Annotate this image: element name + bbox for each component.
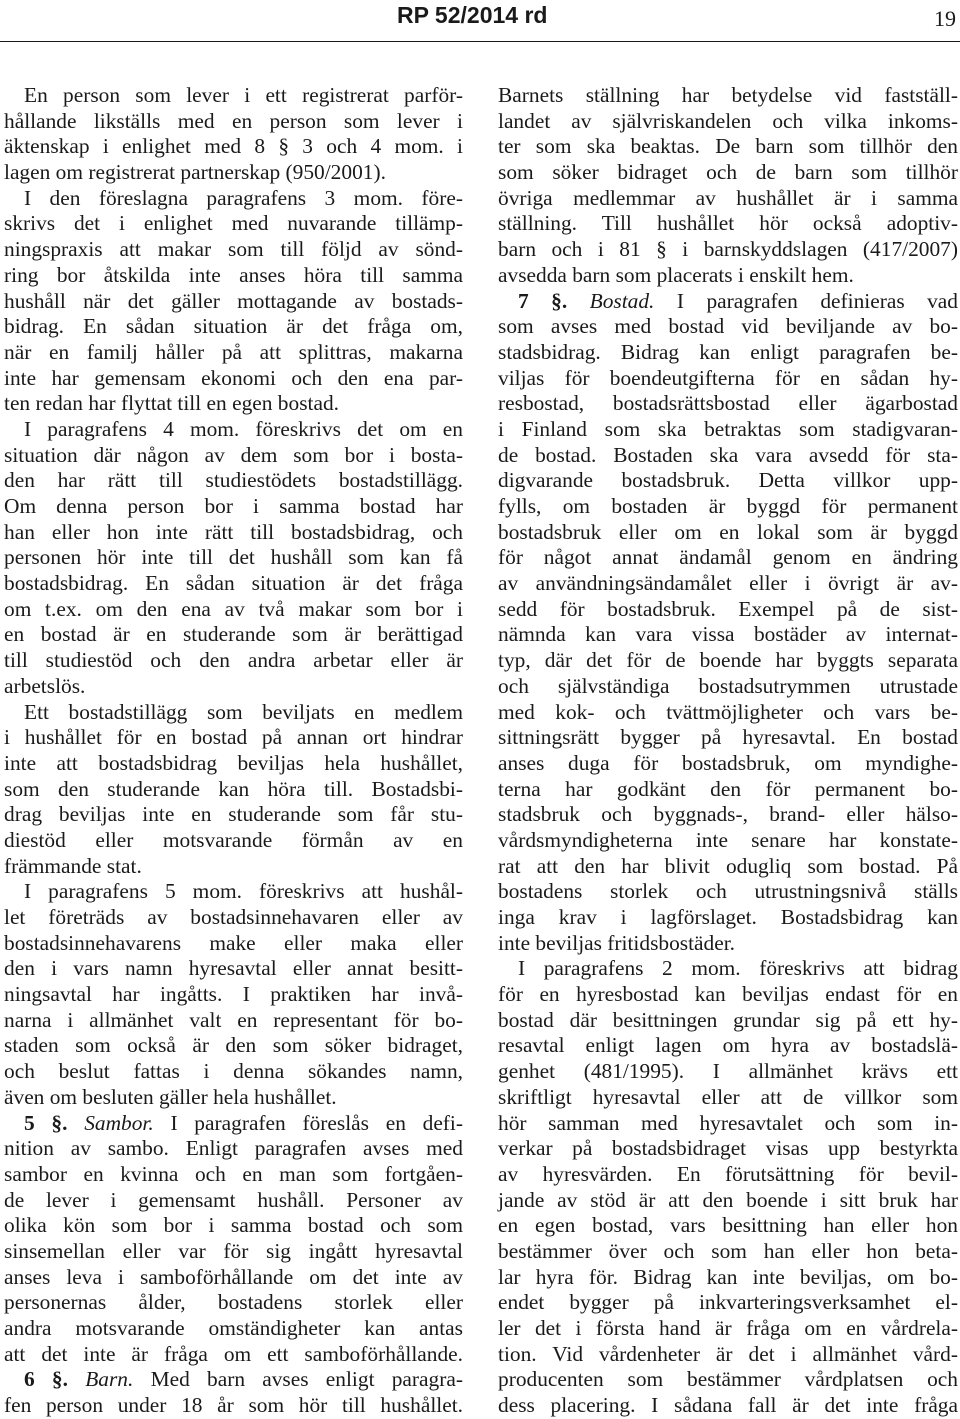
line-text: Ett bostadstillägg som beviljats en medlem (24, 699, 463, 724)
line-text: sinsemellan eller var för sig ingått hyresavtal (4, 1238, 463, 1263)
line-text: en bostad är en studerande som är berättigad (4, 622, 463, 647)
line-text: bostadsbruk eller om en lokal som är byggd (498, 519, 958, 544)
line-text: arbetslös. (4, 673, 86, 698)
text-line (498, 674, 958, 700)
text-line (4, 982, 463, 1008)
document-reference: RP 52/2014 rd (397, 2, 548, 28)
text-line (498, 1008, 958, 1034)
line-text: den har rätt till studiestödets bostadstillägg. (4, 468, 463, 493)
text-line (4, 1213, 463, 1239)
text-line (4, 1367, 463, 1393)
line-text: lar hyra för. Bidrag kan inte beviljas, om bo- (498, 1264, 958, 1289)
text-line (4, 1265, 463, 1291)
text-line (4, 777, 463, 803)
text-line (498, 905, 958, 931)
line-text: bostadsinnehavarens make eller maka eller (4, 930, 463, 955)
text-line (4, 1393, 463, 1419)
text-line (498, 494, 958, 520)
text-line (498, 777, 958, 803)
line-text: en egen bostad, vars besittning han eller hon (498, 1213, 958, 1238)
text-line (498, 1316, 958, 1342)
left-text-column (4, 83, 463, 1419)
line-text: som avses med bostad vid beviljande av bo- (498, 314, 958, 339)
text-line (498, 751, 958, 777)
section-heading: Bostad. (589, 288, 655, 313)
line-text: ten redan har flyttat till en egen bostad. (4, 391, 340, 416)
text-line (4, 494, 463, 520)
text-line (4, 1059, 463, 1085)
line-text: stadsbruk och byggnads-, brand- eller hälso- (498, 802, 958, 827)
page-header (0, 0, 960, 35)
line-text: bostadsbidrag. En sådan situation är det fråga (4, 571, 463, 596)
line-text: ställning. Till hushållet hör också adoptiv- (498, 211, 958, 236)
text-line (498, 134, 958, 160)
section-number: 7 §. (518, 288, 568, 313)
line-text: producenten som bestämmer vårdplatsen och (498, 1367, 958, 1392)
text-line (4, 905, 463, 931)
line-text: ler det i första hand är fråga om en vårdrela- (498, 1316, 958, 1340)
line-text: vårdsmyndigheterna inte senare har konstate- (498, 827, 958, 852)
line-text: diestöd eller motsvarande förmån av en (4, 827, 463, 852)
text-line (4, 1290, 463, 1316)
line-text: anses duga för bostadsbruk, om myndighe- (498, 750, 958, 775)
line-text: personen hör inte till det hushåll som kan få (4, 545, 463, 570)
text-line (4, 1162, 463, 1188)
line-text: let företräds av bostadsinnehavaren eller av (4, 905, 463, 929)
text-line (498, 1059, 958, 1085)
line-text: ningsavtal har ingåtts. I praktiken har invå- (4, 982, 463, 1007)
text-line (4, 828, 463, 854)
text-line (4, 83, 463, 109)
text-line (4, 1033, 463, 1059)
line-text: och självständiga bostadsutrymmen utrustade (498, 673, 958, 698)
line-text: I paragrafens 4 mom. föreskrivs det om en (24, 416, 463, 441)
line-text: I den föreslagna paragrafens 3 mom. före- (24, 185, 463, 210)
line-text: viljas för boendeutgifterna för en sådan hy- (498, 365, 958, 390)
right-text-column (498, 83, 958, 1419)
line-text: verkar på bostadsbidraget visas upp bestyrkta (498, 1136, 958, 1161)
line-text: han eller hon inte rätt till bostadsbidrag, och (4, 519, 463, 544)
line-text: bidrag. En sådan situation är det fråga om, (4, 314, 463, 339)
text-line (498, 956, 958, 982)
text-line (4, 1239, 463, 1265)
text-line (498, 109, 958, 135)
line-text: I paragrafens 5 mom. föreskrivs att hushål- (24, 879, 463, 904)
line-text: hör samman med hyresavtalet och som in- (498, 1110, 958, 1135)
line-text: i hushållet för en bostad på annan ort hindrar (4, 725, 463, 750)
line-text: olika kön som bor i samma bostad och som (4, 1213, 463, 1238)
text-line (498, 1085, 958, 1111)
text-line (4, 751, 463, 777)
text-line (4, 571, 463, 597)
text-line (498, 366, 958, 392)
line-text: de bostad. Bostaden ska vara avsedd för sta- (498, 442, 958, 467)
text-line (498, 289, 958, 315)
text-line (4, 879, 463, 905)
text-line (4, 263, 463, 289)
line-text: I paragrafen föreslås en defi- (170, 1110, 463, 1135)
line-text: fen person under 18 år som hör till hushållet. (4, 1393, 463, 1418)
text-line (4, 237, 463, 263)
line-text: inte att bostadsbidrag beviljas hela hushållet, (4, 750, 463, 775)
line-text: sedd för bostadsbruk. Exempel på de sist- (498, 596, 958, 621)
text-line (4, 597, 463, 623)
text-line (498, 443, 958, 469)
line-text: de lever i gemensamt hushåll. Personer av (4, 1187, 463, 1212)
line-text: staden som också är den som söker bidraget, (4, 1033, 463, 1058)
line-text: Barnets ställning har betydelse vid fastställ- (498, 83, 958, 107)
line-text: I paragrafen definieras vad (676, 288, 958, 313)
line-text: även om besluten gäller hela hushållet. (4, 1084, 337, 1109)
line-text: skriftligt hyresavtal eller att de villkor som (498, 1084, 958, 1109)
section-heading: Barn. (85, 1367, 134, 1392)
text-line (4, 674, 463, 700)
text-line (498, 1136, 958, 1162)
text-line (4, 468, 463, 494)
section-number: 5 §. (24, 1110, 68, 1135)
line-text: endet bygger på inkvarteringsverksamhet el- (498, 1290, 958, 1315)
section-number: 6 §. (24, 1367, 68, 1392)
line-text: bestämmer över och som han eller hon beta- (498, 1238, 958, 1263)
text-line (4, 417, 463, 443)
text-line (4, 109, 463, 135)
text-line (4, 545, 463, 571)
text-line (4, 1136, 463, 1162)
line-text: bostadens storlek och utrustningsnivå ställs (498, 879, 958, 904)
text-line (498, 1265, 958, 1291)
line-text: för en hyresbostad kan beviljas endast för en (498, 982, 958, 1007)
text-line (4, 725, 463, 751)
text-line (4, 289, 463, 315)
line-text: av hyresvärden. En förutsättning för bevil- (498, 1161, 958, 1186)
line-text: anses leva i samboförhållande om det inte av (4, 1264, 463, 1289)
text-line (4, 186, 463, 212)
line-text: avsedda barn som placerats i enskilt hem. (498, 262, 854, 287)
text-line (4, 854, 463, 880)
line-text: digvarande bostadsbruk. Detta villkor upp- (498, 468, 958, 493)
line-text: av användningsändamålet eller i övrigt är av- (498, 571, 958, 596)
line-text: inte har gemensam ekonomi och den ena par- (4, 365, 463, 390)
line-text: hushåll när det gäller mottagande av bostads- (4, 288, 463, 313)
text-line (498, 263, 958, 289)
text-line (498, 391, 958, 417)
text-line (4, 1188, 463, 1214)
text-line (4, 648, 463, 674)
line-text: äktenskap i enlighet med 8 § 3 och 4 mom. i (4, 134, 463, 159)
line-text: den i vars namn hyresavtal eller annat besitt- (4, 956, 463, 981)
line-text: nition av sambo. Enligt paragrafen avses med (4, 1136, 463, 1161)
line-text: som söker bidraget och de barn som tillhör (498, 160, 958, 185)
line-text: genhet (481/1995). I allmänhet krävs ett (498, 1059, 958, 1084)
line-text: skrivs det i enlighet med nuvarande tillämp- (4, 211, 463, 236)
text-line (498, 1367, 958, 1393)
line-text: stadsbidrag. Bidrag kan enligt paragrafen be- (498, 339, 958, 364)
line-text: landet av självriskandelen och vilka inkoms- (498, 108, 958, 133)
text-line (498, 83, 958, 109)
text-line (498, 571, 958, 597)
line-text: fylls, om bostaden är byggd för permanent (498, 494, 958, 518)
line-text: med kok- och tvättmöjligheter och vars be- (498, 699, 958, 724)
line-text: typ, där det för de boende har byggts separata (498, 648, 958, 673)
line-text: En person som lever i ett registrerat parför- (24, 83, 463, 107)
line-text: jande av stöd är att den boende i sitt bruk har (498, 1187, 958, 1212)
line-text: sambor en kvinna och en man som fortgåen- (4, 1161, 463, 1186)
line-text: hållande likställs med en person som lever i (4, 108, 463, 133)
header-rule (0, 41, 960, 42)
text-line (498, 160, 958, 186)
text-line (498, 700, 958, 726)
text-line (4, 366, 463, 392)
line-text: till studiestöd och den andra arbetar eller är (4, 648, 463, 673)
line-text: resbostad, bostadsrättsbostad eller ägarbostad (498, 391, 958, 416)
text-line (4, 314, 463, 340)
text-line (498, 417, 958, 443)
text-line (4, 700, 463, 726)
text-line (4, 1008, 463, 1034)
page-number: 19 (934, 6, 956, 31)
line-text: nämnda kan vara vissa bostäder av internat- (498, 622, 958, 647)
text-line (4, 1111, 463, 1137)
line-text: drag beviljas inte en studerande som får stu- (4, 802, 463, 827)
line-text: ter som ska beaktas. De barn som tillhör den (498, 134, 958, 159)
text-line (4, 1316, 463, 1342)
line-text: resavtal enligt lagen om hyra av bostadslä- (498, 1033, 958, 1058)
line-text: Om denna person bor i samma bostad har (4, 494, 463, 518)
text-line (4, 622, 463, 648)
line-text: personernas ålder, bostadens storlek eller (4, 1290, 463, 1315)
text-line (498, 340, 958, 366)
line-text: andra motsvarande omständigheter kan antas (4, 1316, 463, 1340)
text-line (498, 725, 958, 751)
text-line (498, 879, 958, 905)
text-line (498, 1342, 958, 1368)
line-text: ring bor åtskilda inte anses höra till samma (4, 262, 463, 287)
line-text: när en familj håller på att splittras, makarna (4, 339, 463, 364)
text-line (498, 314, 958, 340)
text-line (4, 520, 463, 546)
text-line (498, 982, 958, 1008)
text-line (498, 597, 958, 623)
line-text: lagen om registrerat partnerskap (950/2001). (4, 160, 386, 185)
line-text: I paragrafens 2 mom. föreskrivs att bidrag (518, 956, 958, 981)
text-line (498, 186, 958, 212)
text-line (4, 391, 463, 417)
line-text: om t.ex. om den ena av två makar som bor i (4, 596, 463, 621)
line-text: övriga medlemmar av hushållet är i samma (498, 185, 958, 210)
text-line (498, 1162, 958, 1188)
line-text: Med barn avses enligt paragra- (150, 1367, 463, 1392)
text-line (498, 545, 958, 571)
line-text: som den studerande kan höra till. Bostadsbi- (4, 776, 463, 801)
line-text: ningspraxis att makar som till följd av sönd- (4, 237, 463, 262)
text-line (498, 802, 958, 828)
line-text: barn och i 81 § i barnskyddslagen (417/2007) (498, 237, 958, 262)
line-text: främmande stat. (4, 853, 142, 878)
text-line (498, 854, 958, 880)
text-line (4, 931, 463, 957)
line-text: inga krav i lagförslaget. Bostadsbidrag kan (498, 905, 958, 929)
text-line (4, 956, 463, 982)
text-line (498, 828, 958, 854)
text-line (498, 622, 958, 648)
line-text: sittningsrätt bygger på hyresavtal. En bostad (498, 725, 958, 750)
text-line (4, 211, 463, 237)
text-line (4, 1342, 463, 1368)
text-line (498, 931, 958, 957)
line-text: inte beviljas fritidsbostäder. (498, 930, 736, 955)
line-text: att det inte är fråga om ett samboförhållande. (4, 1341, 463, 1366)
line-text: i Finland som ska betraktas som stadigvaran- (498, 416, 958, 441)
line-text: och beslut fattas i denna sökandes namn, (4, 1059, 463, 1084)
line-text: narna i allmänhet valt en representant för bo- (4, 1007, 463, 1032)
text-line (4, 340, 463, 366)
line-text: tion. Vid vårdenheter är det i allmänhet vård- (498, 1341, 958, 1366)
line-text: för något annat ändamål genom en ändring (498, 545, 958, 570)
text-line (498, 520, 958, 546)
text-line (498, 1290, 958, 1316)
text-line (498, 648, 958, 674)
text-line (498, 1111, 958, 1137)
line-text: dess placering. I sådana fall är det inte fråga (498, 1393, 958, 1418)
section-heading: Sambor. (84, 1110, 154, 1135)
text-line (4, 802, 463, 828)
text-line (4, 443, 463, 469)
line-text: rat att den har blivit odugliq som bostad. På (498, 853, 958, 878)
text-line (498, 468, 958, 494)
text-line (498, 1213, 958, 1239)
text-line (498, 211, 958, 237)
text-line (498, 1239, 958, 1265)
text-line (498, 1393, 958, 1419)
line-text: situation där någon av dem som bor i bosta- (4, 442, 463, 467)
line-text: bostad där besittningen grundar sig på ett hy- (498, 1007, 958, 1032)
text-line (498, 1188, 958, 1214)
text-line (4, 134, 463, 160)
line-text: terna har godkänt den för permanent bo- (498, 776, 958, 801)
text-line (4, 1085, 463, 1111)
text-line (498, 237, 958, 263)
text-line (4, 160, 463, 186)
text-line (498, 1033, 958, 1059)
